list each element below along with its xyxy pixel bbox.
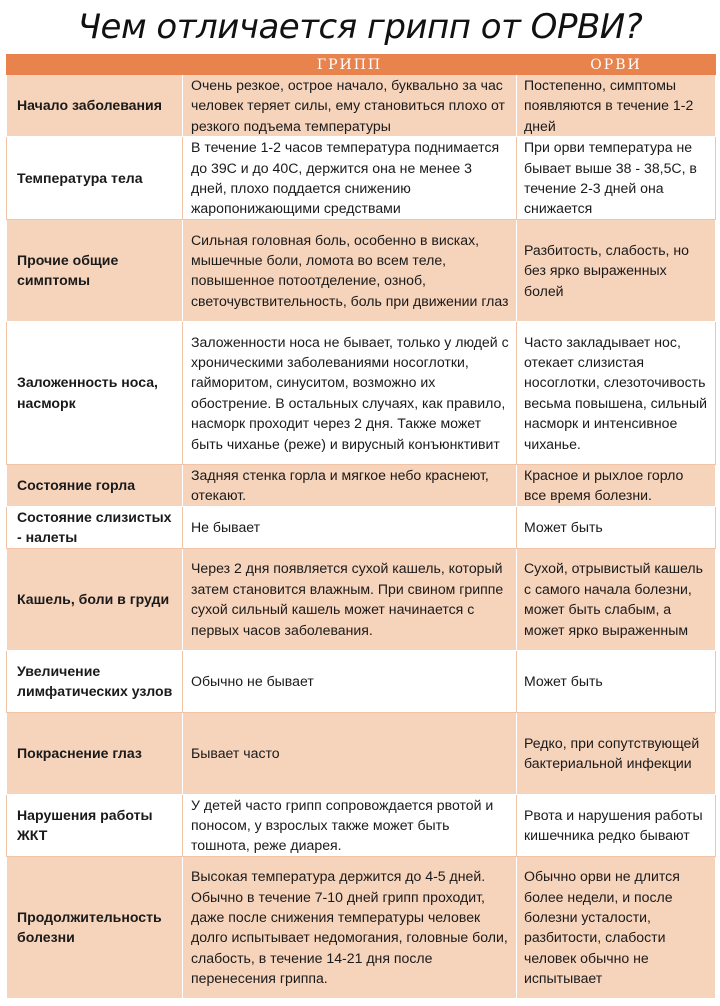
arvi-cell: Часто закладывает нос, отекает слизистая носоглотки, слезоточивость весьма повышена, сильный насморк и интенсивное чиханье. <box>517 321 716 464</box>
arvi-cell: Красное и рыхлое горло все время болезни. <box>517 464 716 506</box>
row-label: Продолжительность болезни <box>7 856 183 998</box>
arvi-cell: Постепенно, симптомы появляются в течение 1-2 дней <box>517 75 716 137</box>
arvi-cell: Сухой, отрывистый кашель с самого начала болезни, может быть слабым, а может ярко выраженным <box>517 548 716 650</box>
flu-cell: Задняя стенка горла и мягкое небо краснеют, отекают. <box>183 464 517 506</box>
table-row <box>7 75 716 137</box>
arvi-cell: Может быть <box>517 650 716 712</box>
comparison-table <box>6 54 716 999</box>
arvi-cell: Обычно орви не длится более недели, и после болезни усталости, разбитости, слабости человек обычно не испытывает <box>517 856 716 998</box>
row-label: Заложенность носа, насморк <box>7 321 183 464</box>
table-row <box>7 856 716 998</box>
row-label: Состояние слизистых - налеты <box>7 506 183 548</box>
arvi-cell: Редко, при сопутствующей бактериальной инфекции <box>517 712 716 794</box>
arvi-cell: Разбитость, слабость, но без ярко выраженных болей <box>517 219 716 321</box>
table-row <box>7 137 716 220</box>
flu-cell: Через 2 дня появляется сухой кашель, который затем становится влажным. При свином гриппе сухой сильный кашель может начинается с первых часов заболевания. <box>183 548 517 650</box>
row-label: Температура тела <box>7 137 183 220</box>
row-label: Покраснение глаз <box>7 712 183 794</box>
arvi-cell: Может быть <box>517 506 716 548</box>
table-row <box>7 712 716 794</box>
row-label: Увеличение лимфатических узлов <box>7 650 183 712</box>
arvi-cell: Рвота и нарушения работы кишечника редко бывают <box>517 794 716 856</box>
row-label: Прочие общие симптомы <box>7 219 183 321</box>
row-label: Начало заболевания <box>7 75 183 137</box>
row-label: Состояние горла <box>7 464 183 506</box>
flu-cell: Сильная головная боль, особенно в висках, мышечные боли, ломота во всем теле, повышенное потоотделение, озноб, светочувствительность, боль при движении глаз <box>183 219 517 321</box>
table-row <box>7 548 716 650</box>
table-row <box>7 321 716 464</box>
flu-cell: У детей часто грипп сопровождается рвотой и поносом, у взрослых также может быть тошнота, реже диарея. <box>183 794 517 856</box>
flu-cell: Не бывает <box>183 506 517 548</box>
flu-cell: Высокая температура держится до 4-5 дней. Обычно в течение 7-10 дней грипп проходит, даже после снижения температуры человек долго испытывает недомогания, головные боли, слабость, в течение 14-21 дня после перенесения гриппа. <box>183 856 517 998</box>
header-arvi: ОРВИ <box>517 55 716 75</box>
table-row <box>7 219 716 321</box>
arvi-cell: При орви температура не бывает выше 38 - 38,5С, в течение 2-3 дней она снижается <box>517 137 716 220</box>
row-label: Нарушения работы ЖКТ <box>7 794 183 856</box>
table-header-row <box>7 55 716 75</box>
header-corner <box>7 55 183 75</box>
table-row <box>7 506 716 548</box>
flu-cell: Заложенности носа не бывает, только у людей с хроническими заболеваниями носоглотки, гайморитом, синуситом, возможно их обострение. В остальных случаях, как правило, насморк проходит через 2 дня. Также может быть чиханье (реже) и вирусный конъюнктивит <box>183 321 517 464</box>
row-label: Кашель, боли в груди <box>7 548 183 650</box>
table-row <box>7 794 716 856</box>
table-row <box>7 650 716 712</box>
flu-cell: В течение 1-2 часов температура поднимается до 39С и до 40С, держится она не менее 3 дней, плохо поддается снижению жаропонижающими средствами <box>183 137 517 220</box>
page-title: Чем отличается грипп от ОРВИ? <box>77 7 643 47</box>
table-row <box>7 464 716 506</box>
flu-cell: Обычно не бывает <box>183 650 517 712</box>
header-flu: ГРИПП <box>183 55 517 75</box>
flu-cell: Очень резкое, острое начало, буквально за час человек теряет силы, ему становиться плохо от резкого подъема температуры <box>183 75 517 137</box>
flu-cell: Бывает часто <box>183 712 517 794</box>
